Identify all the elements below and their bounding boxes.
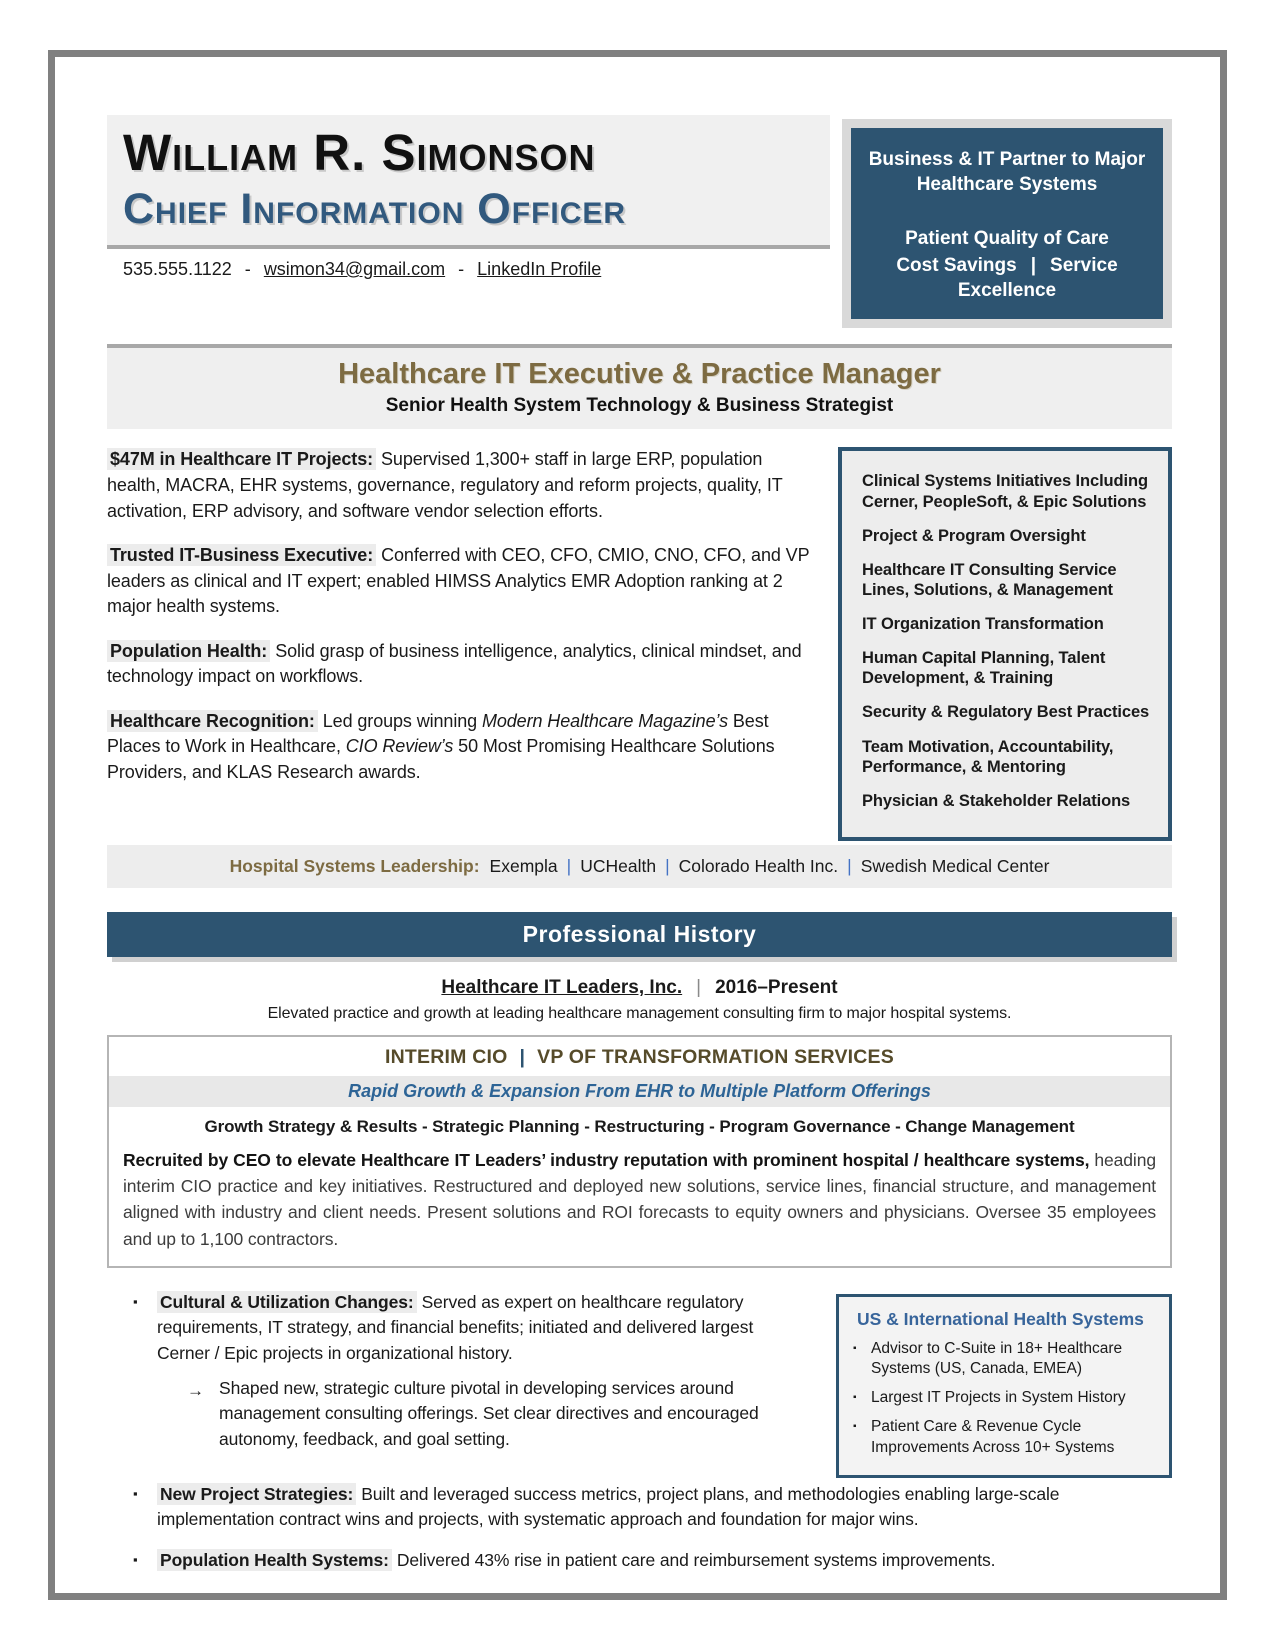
intl-panel-bullet xyxy=(853,1388,1157,1408)
bullet-icon: ▪ xyxy=(133,1293,138,1309)
achievement-text xyxy=(157,1290,808,1452)
summary-paragraph xyxy=(107,543,812,620)
intl-bullet-text: Advisor to C-Suite in 18+ Healthcare Systems (US, Canada, EMEA) xyxy=(871,1339,1123,1378)
subbullet-text: Shaped new, strategic culture pivotal in developing services around management consulting offerings. Set clear directives and encouraged autonomy, feedback, and goal setting. xyxy=(219,1378,759,1449)
italic-publication: Modern Healthcare Magazine’s xyxy=(481,710,728,731)
bullet-icon: ▪ xyxy=(853,1342,857,1354)
role-summary-lead: Recruited by CEO to elevate Healthcare IT Leaders’ industry reputation with prominent hospital / healthcare systems, xyxy=(123,1149,1090,1170)
intl-panel-bullet xyxy=(853,1417,1157,1457)
summary-paragraph xyxy=(107,447,812,524)
company-summary: Elevated practice and growth at leading healthcare management consulting firm to major hospital systems. xyxy=(267,1004,1012,1022)
role-tagline: Rapid Growth & Expansion From EHR to Multiple Platform Offerings xyxy=(109,1076,1170,1107)
arrow-subbullet xyxy=(187,1376,808,1452)
intl-panel-bullet xyxy=(853,1339,1157,1379)
company-line xyxy=(107,977,1172,999)
bullet-body: Built and leveraged success metrics, project plans, and methodologies enabling large-scale implementation contract wins and projects, with systematic approach and foundation for major wins. xyxy=(157,1483,1060,1530)
pipe-separator: | xyxy=(1030,255,1037,277)
hospital-leadership-band xyxy=(107,845,1172,888)
achievement-text xyxy=(157,1482,1172,1533)
header-left xyxy=(107,115,830,280)
pipe-separator: | xyxy=(566,855,572,876)
headline-subtitle: Senior Health System Technology & Business Strategist xyxy=(385,395,894,417)
role-box xyxy=(107,1035,1172,1268)
skill-item: Security & Regulatory Best Practices xyxy=(862,703,1150,722)
achievement-bullet xyxy=(133,1548,1172,1573)
paragraph-label-highlight: $47M in Healthcare IT Projects: xyxy=(107,448,376,470)
summary-section xyxy=(107,447,1172,841)
leadership-item: Colorado Health Inc. xyxy=(678,855,839,876)
pipe-separator: | xyxy=(696,976,702,998)
bullet-body: Delivered 43% rise in patient care and reimbursement systems improvements. xyxy=(396,1550,996,1571)
achievement-text xyxy=(157,1548,995,1573)
intl-systems-panel xyxy=(836,1294,1172,1478)
headline-band xyxy=(107,344,1172,429)
value-prop-card xyxy=(851,128,1163,319)
candidate-title: Chief Information Officer xyxy=(123,185,627,233)
skill-item: Project & Program Oversight xyxy=(862,526,1086,545)
paragraph-text: 50 Most Promising Healthcare Solutions Providers, and KLAS Research awards. xyxy=(107,736,775,782)
leadership-item: Swedish Medical Center xyxy=(860,855,1050,876)
arrow-icon: → xyxy=(187,1381,204,1401)
achievements-row xyxy=(107,1290,1172,1478)
linkedin-link[interactable]: LinkedIn Profile xyxy=(477,259,602,279)
contact-line xyxy=(107,249,830,280)
intl-bullet-text: Patient Care & Revenue Cycle Improvements Across 10+ Systems xyxy=(871,1418,1115,1456)
candidate-name: William R. Simonson xyxy=(123,124,596,181)
contact-separator: - xyxy=(458,259,465,279)
italic-publication: CIO Review’s xyxy=(345,736,454,757)
paragraph-label-highlight: Trusted IT-Business Executive: xyxy=(107,544,376,566)
leadership-label: Hospital Systems Leadership: xyxy=(229,855,480,876)
value-prop-card-backing xyxy=(842,119,1172,328)
email-link[interactable]: wsimon34@gmail.com xyxy=(263,259,446,279)
page-frame xyxy=(48,50,1227,1600)
paragraph-body: Conferred with CEO, CFO, CMIO, CNO, CFO, and VP leaders as clinical and IT expert; enabled HIMSS Analytics EMR Adoption ranking at 2 major health systems. xyxy=(107,545,810,617)
bullet-icon: ▪ xyxy=(133,1485,138,1501)
summary-column xyxy=(107,447,812,841)
paragraph-body: Solid grasp of business intelligence, analytics, clinical mindset, and technology impact on workflows. xyxy=(107,640,802,687)
bullet-body: Served as expert on healthcare regulatory requirements, IT strategy, and financial benefits; initiated and delivered largest Cerner / Epic projects in organizational history. xyxy=(157,1291,754,1363)
paragraph-text: Best Places to Work in Healthcare, xyxy=(107,710,769,757)
company-name: Healthcare IT Leaders, Inc. xyxy=(441,976,683,998)
value-prop-line: Patient Quality of Care xyxy=(905,228,1109,250)
paragraph-text: Led groups winning xyxy=(322,710,482,731)
professional-history-section xyxy=(107,912,1172,1574)
role-title-line xyxy=(109,1037,1170,1076)
header xyxy=(107,115,1172,328)
paragraph-label-highlight: Population Health: xyxy=(107,640,270,662)
leadership-item: UCHealth xyxy=(580,855,657,876)
value-prop-line: Business & IT Partner to Major Healthcare Systems xyxy=(868,149,1146,195)
achievements-full-width xyxy=(107,1482,1172,1574)
employment-dates: 2016–Present xyxy=(715,976,838,998)
skill-item: Physician & Stakeholder Relations xyxy=(862,791,1131,810)
role-summary-paragraph xyxy=(109,1139,1170,1266)
leadership-item: Exempla xyxy=(489,855,558,876)
summary-paragraph xyxy=(107,639,812,690)
section-header-professional-history: Professional History xyxy=(107,912,1172,957)
achievement-bullet xyxy=(133,1482,1172,1533)
intl-panel-title: US & International Health Systems xyxy=(857,1308,1144,1329)
role-title: INTERIM CIO xyxy=(385,1045,508,1068)
paragraph-body: Supervised 1,300+ staff in large ERP, population health, MACRA, EHR systems, governance, regulatory and reform projects, quality, IT activation, ERP advisory, and software vendor selection efforts. xyxy=(107,449,783,521)
skill-item: Clinical Systems Initiatives Including Cerner, PeopleSoft, & Epic Solutions xyxy=(862,472,1148,511)
role-summary-rest: heading interim CIO practice and key initiatives. Restructured and deployed new solutions, service lines, financial structure, and management aligned with industry and client needs. Present solutions and ROI forecasts to equity owners and physicians. Oversee 35 employees and up to 1,100 contractors. xyxy=(123,1149,1156,1249)
bullet-label-highlight: Population Health Systems: xyxy=(157,1549,392,1571)
skill-item: IT Organization Transformation xyxy=(862,615,1104,634)
summary-paragraph xyxy=(107,709,812,786)
value-prop-item: Cost Savings xyxy=(896,255,1017,277)
bullet-label-highlight: Cultural & Utilization Changes: xyxy=(157,1291,417,1313)
value-prop-item: Service Excellence xyxy=(957,255,1118,301)
paragraph-label-highlight: Healthcare Recognition: xyxy=(107,710,318,732)
pipe-separator: | xyxy=(665,855,670,876)
skill-item: Healthcare IT Consulting Service Lines, Solutions, & Management xyxy=(862,560,1117,599)
bullet-label-highlight: New Project Strategies: xyxy=(157,1483,356,1505)
pipe-separator: | xyxy=(519,1045,526,1068)
achievements-column xyxy=(107,1290,808,1478)
role-keywords: Growth Strategy & Results - Strategic Planning - Restructuring - Program Governance - Change Management xyxy=(204,1116,1075,1136)
bullet-icon: ▪ xyxy=(853,1421,857,1433)
role-title: VP OF TRANSFORMATION SERVICES xyxy=(537,1045,894,1068)
phone-number: 535.555.1122 xyxy=(123,259,232,279)
skills-panel xyxy=(838,447,1172,841)
skill-item: Team Motivation, Accountability, Performance, & Mentoring xyxy=(862,737,1114,776)
achievement-bullet xyxy=(133,1290,808,1452)
skill-item: Human Capital Planning, Talent Development, & Training xyxy=(862,649,1106,688)
bullet-icon: ▪ xyxy=(853,1392,857,1404)
bullet-icon: ▪ xyxy=(133,1552,138,1568)
headline-title: Healthcare IT Executive & Practice Manager xyxy=(338,358,941,391)
value-prop-line xyxy=(861,254,1153,303)
contact-separator: - xyxy=(244,259,251,279)
pipe-separator: | xyxy=(847,855,852,876)
intl-bullet-text: Largest IT Projects in System History xyxy=(871,1389,1126,1407)
name-band xyxy=(107,115,830,249)
